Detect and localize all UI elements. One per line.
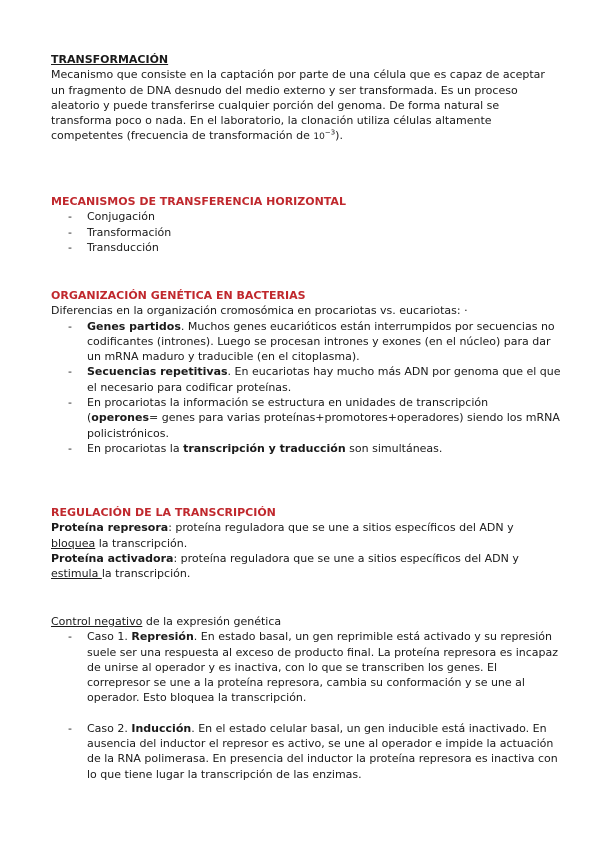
section-regulacion [51, 505, 561, 581]
item-text: En procariotas la información se estructura en unidades de transcripción ( [87, 396, 489, 425]
mecanismos-list [51, 209, 561, 255]
section-organizacion [51, 288, 561, 456]
list-item [51, 319, 561, 365]
control-title-rest: de la expresión genética [142, 615, 282, 628]
caso-term: Inducción [131, 721, 192, 735]
represora-text: : proteína reguladora que se une a sitios específicos del ADN y [168, 521, 514, 535]
organizacion-intro: Diferencias en la organización cromosómica en procariotas vs. eucariotas: · [51, 304, 468, 318]
regulacion-title: REGULACIÓN DE LA TRANSCRIPCIÓN [51, 506, 276, 519]
item-text: En procariotas la [87, 441, 184, 455]
list-item: - Transformación [51, 225, 561, 240]
caso-prefix: Caso 2. [87, 721, 132, 735]
transformacion-title: TRANSFORMACIÓN [51, 53, 169, 66]
control-title [51, 614, 561, 629]
caso-term: Represión [131, 630, 194, 644]
section-mecanismos [51, 194, 561, 255]
transformacion-paragraph [51, 67, 561, 145]
transformacion-text-end: ). [335, 129, 343, 143]
list-item [51, 441, 561, 456]
activadora-term: Proteína activadora [51, 551, 174, 565]
activadora-underlined: estimula [51, 567, 102, 581]
represora-text-end: la transcripción. [95, 536, 188, 550]
item-bold: transcripción y traducción [183, 441, 346, 455]
list-item: - Conjugación [51, 209, 561, 224]
section-transformacion [51, 52, 561, 146]
caso-text: . En el estado celular basal, un gen inducible está inactivado. En ausencia del inductor el represor es activo, se une al operador e impide la actuación de la RNA polimerasa. En presencia del inductor la proteína represora es inactiva con lo que tiene lugar la transcripción de las enzimas. [87, 721, 558, 781]
mecanismos-title: MECANISMOS DE TRANSFERENCIA HORIZONTAL [51, 195, 346, 208]
item-text: = genes para varias proteínas+promotores+operadores) siendo los mRNA policistrónicos. [87, 411, 560, 440]
list-item [51, 629, 561, 705]
item-text: . Muchos genes eucarióticos están interrumpidos por secuencias no codificantes (intrones). Luego se procesan intrones y exones (en el núcleo) para dar un mRNA maduro y traducible (en el citoplasma). [87, 319, 555, 364]
list-item [51, 721, 561, 782]
transformacion-text: Mecanismo que consiste en la captación por parte de una célula que es capaz de aceptar un fragmento de DNA desnudo del medio externo y ser transformada. Es un proceso aleatorio y puede transferirse cualquier porción del genoma. De forma natural se transforma poco o nada. En el laboratorio, la clonación utiliza células altamente competentes (frecuencia de transformación de [51, 68, 545, 143]
organizacion-list [51, 319, 561, 457]
item-text: son simultáneas. [345, 441, 443, 455]
caso-text: . En estado basal, un gen reprimible está activado y su represión suele ser una respuesta al exceso de producto final. La proteína represora es incapaz de unirse al operador y es inactiva, con lo que se transcriben los genes. El correpresor se une a la proteína represora, cambia su conformación y se une al operador. Esto bloquea la transcripción. [87, 630, 559, 705]
caso-prefix: Caso 1. [87, 630, 132, 644]
list-item [51, 364, 561, 395]
activadora-text: : proteína reguladora que se une a sitios específicos del ADN y [173, 551, 519, 565]
list-item: - Transducción [51, 240, 561, 255]
item-bold: operones [91, 411, 150, 425]
list-item [51, 395, 561, 441]
exp-base: 10 [313, 132, 325, 143]
control-list [51, 629, 561, 782]
activadora-paragraph [51, 551, 561, 582]
represora-paragraph [51, 520, 561, 551]
item-text: . En eucariotas hay mucho más ADN por genoma que el que el necesario para codificar proteínas. [87, 365, 561, 394]
section-control-negativo [51, 614, 561, 782]
exp-power: −3 [324, 128, 336, 137]
control-title-underlined: Control negativo [51, 615, 143, 628]
represora-term: Proteína represora [51, 521, 169, 535]
item-bold: Genes partidos [87, 319, 181, 333]
represora-underlined: bloquea [51, 536, 96, 550]
item-bold: Secuencias repetitivas [87, 365, 228, 379]
activadora-text-end: la transcripción. [101, 567, 191, 581]
organizacion-title: ORGANIZACIÓN GENÉTICA EN BACTERIAS [51, 289, 306, 302]
